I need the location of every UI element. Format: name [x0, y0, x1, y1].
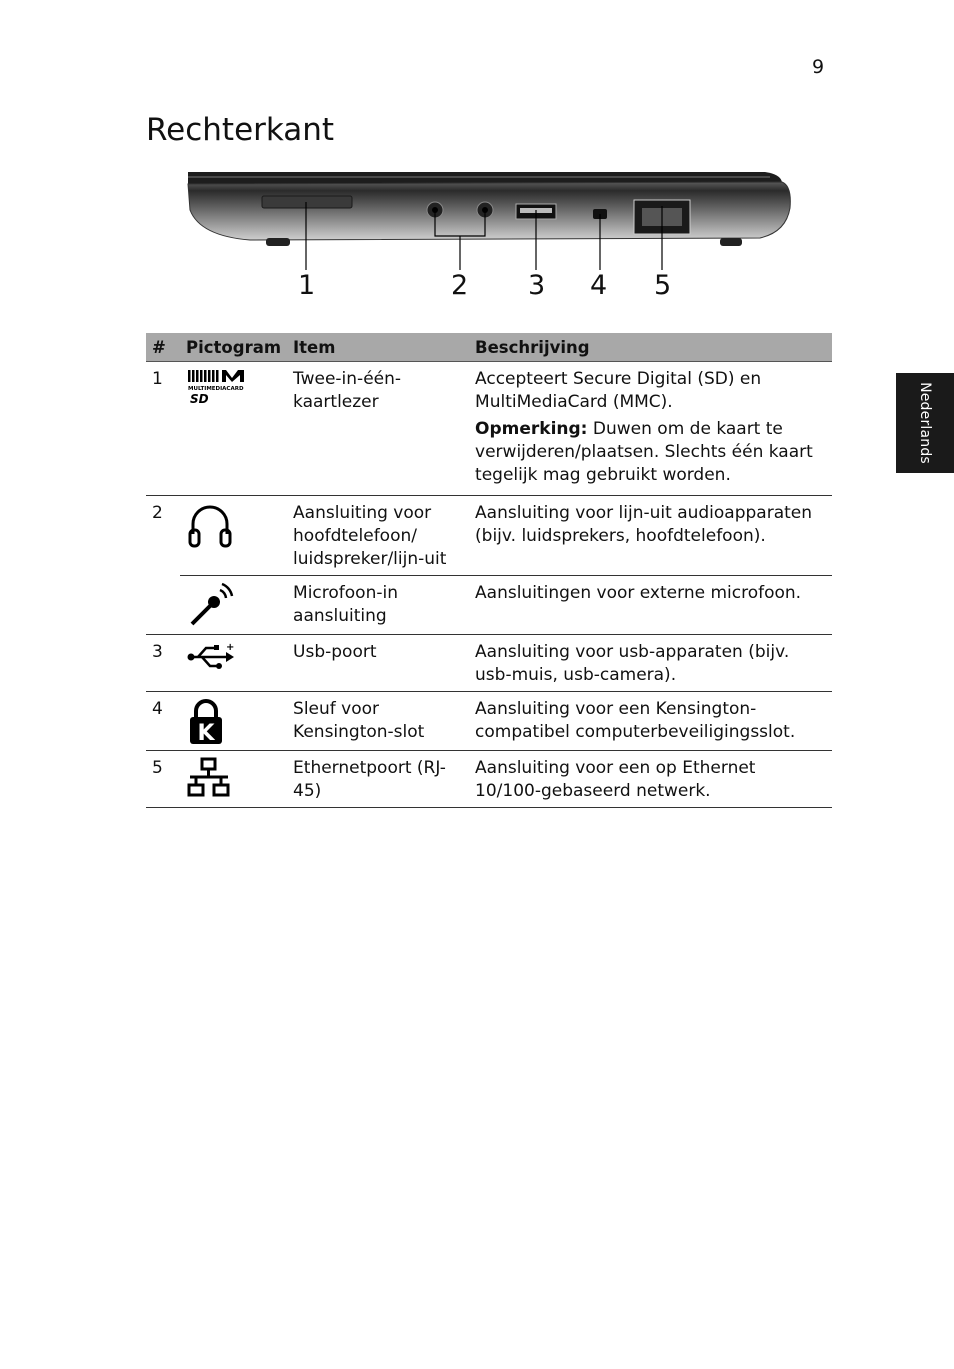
table-row [146, 576, 832, 635]
row-number: 5 [146, 751, 180, 808]
table-row [146, 692, 832, 751]
note-label: Opmerking: [475, 419, 588, 439]
row-item: Ethernetpoort (RJ-45) [287, 751, 469, 808]
callout-3: 3 [528, 270, 546, 301]
row-item: Microfoon-in aansluiting [287, 576, 469, 635]
microphone-icon [186, 582, 234, 630]
callout-2: 2 [451, 270, 469, 301]
note-text: Duwen om de kaart te verwijderen/plaatsen. Slechts één kaart tegelijk mag gebruikt worden. [475, 419, 813, 485]
headphones-icon [186, 502, 234, 550]
table-row [146, 751, 832, 808]
svg-text:+: + [226, 642, 235, 653]
page-number: 9 [812, 56, 825, 78]
header-pictogram: Pictogram [180, 333, 287, 362]
language-side-tab [896, 373, 954, 473]
description-note [475, 418, 826, 487]
svg-text:MULTIMEDIACARD: MULTIMEDIACARD [188, 386, 244, 392]
callout-5: 5 [654, 270, 672, 301]
row-number: 2 [146, 496, 180, 635]
row-pictogram [180, 362, 287, 496]
row-number: 1 [146, 362, 180, 496]
table-header-row [146, 333, 832, 362]
page-title: Rechterkant [146, 112, 335, 148]
description-text: Accepteert Secure Digital (SD) en MultiMediaCard (MMC). [475, 369, 762, 412]
laptop-right-side-illustration [180, 160, 800, 310]
row-description: Aansluiting voor usb-apparaten (bijv. usb-muis, usb-camera). [469, 635, 832, 692]
row-pictogram [180, 576, 287, 635]
row-item: Sleuf voor Kensington-slot [287, 692, 469, 751]
table-row [146, 362, 832, 496]
callout-1: 1 [298, 270, 316, 301]
kensington-lock-icon [186, 698, 226, 746]
row-item: Usb-poort [287, 635, 469, 692]
ports-table [146, 333, 832, 808]
svg-text:SD: SD [190, 392, 209, 406]
header-item: Item [287, 333, 469, 362]
row-description [469, 362, 832, 496]
row-number: 4 [146, 692, 180, 751]
row-description: Aansluiting voor lijn-uit audioapparaten (bijv. luidsprekers, hoofdtelefoon). [469, 496, 832, 576]
row-description: Aansluiting voor een op Ethernet 10/100-gebaseerd netwerk. [469, 751, 832, 808]
row-pictogram [180, 692, 287, 751]
callout-4: 4 [590, 270, 608, 301]
table-row [146, 496, 832, 576]
row-item: Aansluiting voor hoofdtelefoon/ luidspreker/lijn-uit [287, 496, 469, 576]
row-description: Aansluiting voor een Kensington-compatibel computerbeveiligingsslot. [469, 692, 832, 751]
ethernet-icon [186, 757, 232, 799]
row-pictogram [180, 496, 287, 576]
row-pictogram [180, 635, 287, 692]
header-number: # [146, 333, 180, 362]
table-row [146, 635, 832, 692]
row-description: Aansluitingen voor externe microfoon. [469, 576, 832, 635]
multimediacard-sd-icon [186, 368, 252, 406]
header-description: Beschrijving [469, 333, 832, 362]
row-pictogram [180, 751, 287, 808]
row-number: 3 [146, 635, 180, 692]
language-side-tab-label: Nederlands [917, 382, 933, 464]
svg-text:K: K [197, 721, 215, 746]
usb-icon [186, 641, 238, 673]
row-item: Twee-in-één-kaartlezer [287, 362, 469, 496]
